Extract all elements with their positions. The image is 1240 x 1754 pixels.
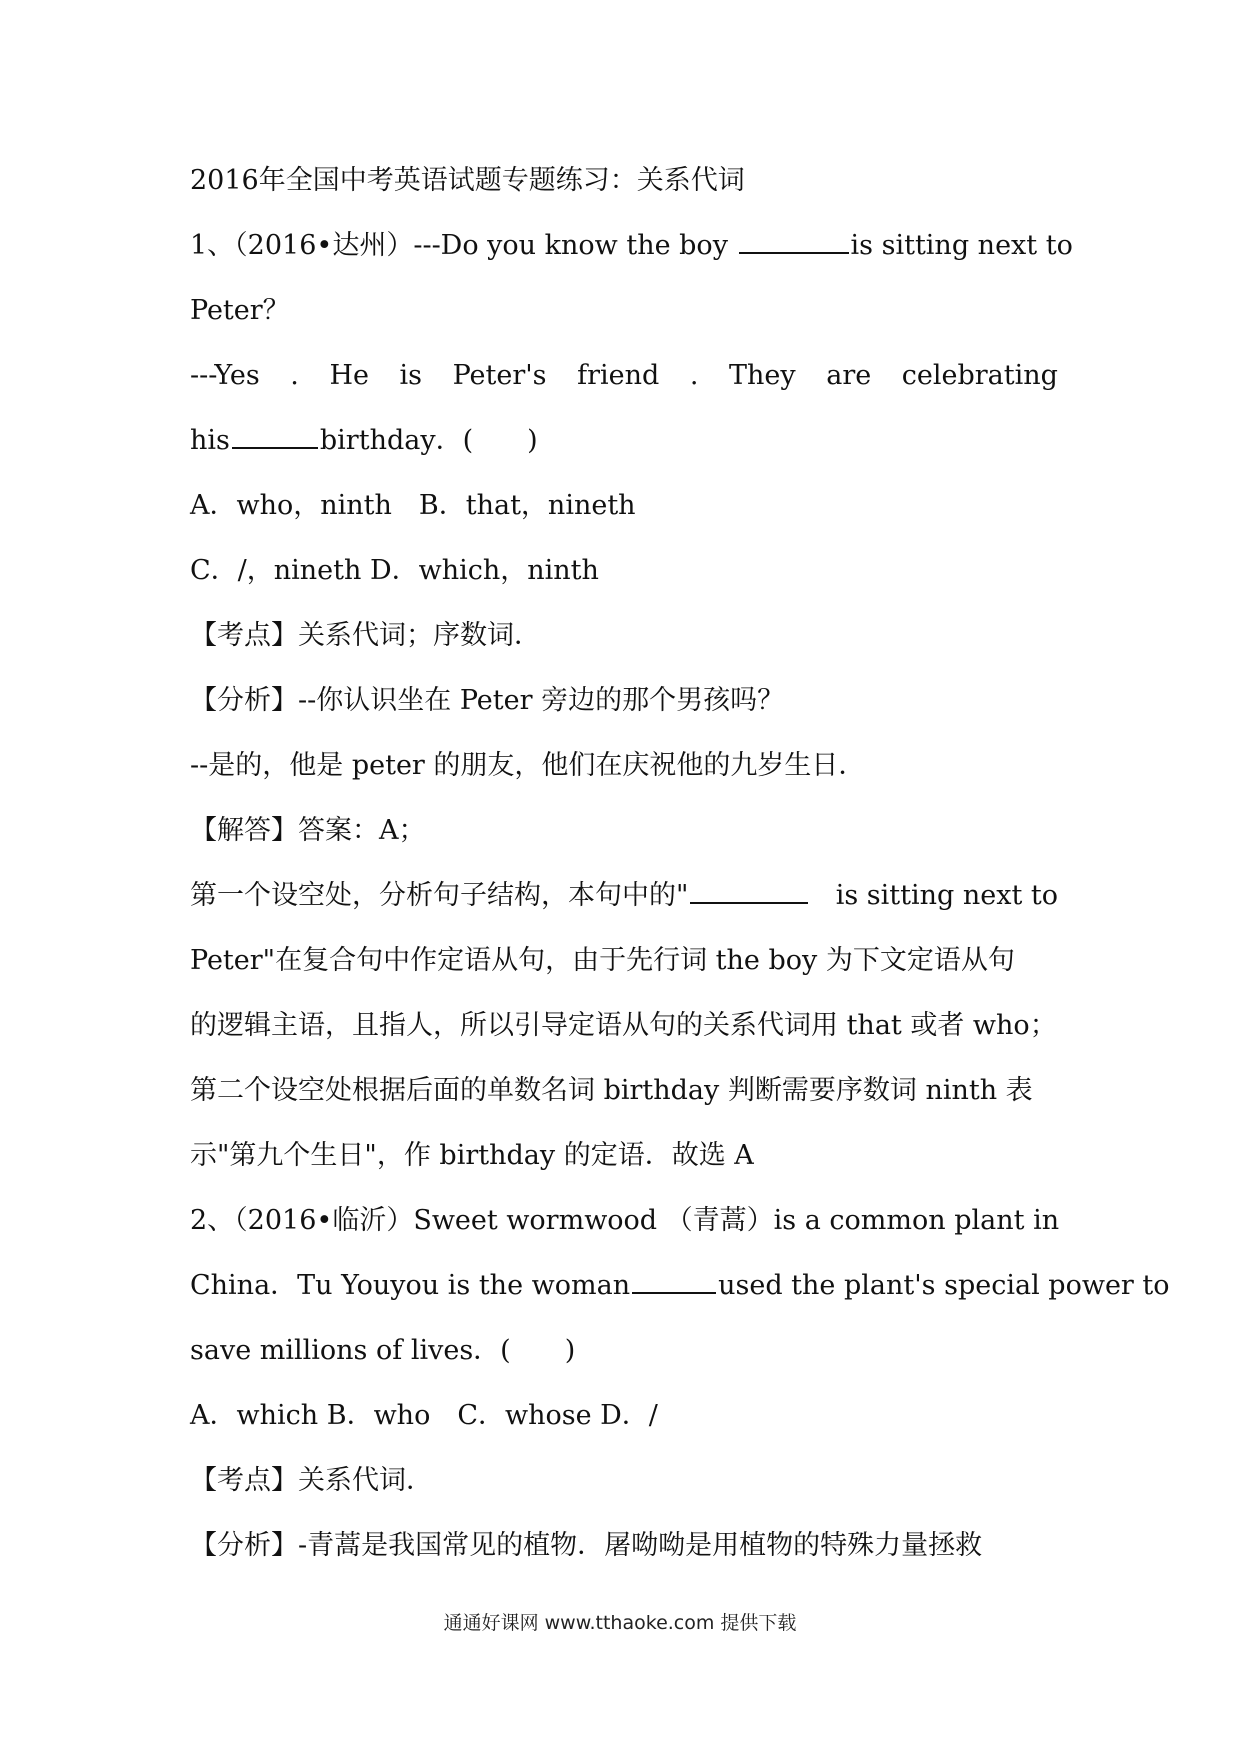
q1-line-2: Peter？: [190, 295, 290, 326]
q1-kaodian: 【考点】关系代词；序数词．: [190, 620, 541, 651]
q1-fenxi-2: --是的，他是 peter 的朋友，他们在庆祝他的九岁生日．: [190, 750, 866, 781]
q1-line-3-word: is: [399, 360, 423, 391]
q1-line-3-word: He: [329, 360, 369, 391]
answer-blank: [739, 222, 849, 254]
q1-options-ab: A．who，ninth B．that，nineth: [190, 490, 636, 521]
q2-kaodian: 【考点】关系代词．: [190, 1465, 433, 1496]
q2-line-1: 2、（2016•临沂）Sweet wormwood （青蒿）is a common plant in: [190, 1205, 1060, 1236]
q1-explanation-3: 的逻辑主语，且指人，所以引导定语从句的关系代词用 that 或者 who；: [190, 1010, 1057, 1041]
q1-jieda: 【解答】答案：A；: [190, 815, 426, 846]
q1-stem-start: 1、（2016•达州）---Do you know the boy: [190, 213, 851, 278]
q2-fenxi: 【分析】-青蒿是我国常见的植物．屠呦呦是用植物的特殊力量拯救: [190, 1530, 983, 1561]
q1-explanation-2: Peter"在复合句中作定语从句，由于先行词 the boy 为下文定语从句: [190, 945, 1015, 976]
q1-line-3-word: .: [689, 360, 699, 391]
q1-explanation-5: 示"第九个生日"，作 birthday 的定语．故选 A: [190, 1140, 754, 1171]
q2-line-3: save millions of lives．( ): [190, 1335, 576, 1366]
q1-line-3-word: friend: [577, 360, 660, 391]
q1-line-3-word: .: [290, 360, 299, 391]
document-title: 2016年全国中考英语试题专题练习：关系代词: [190, 165, 745, 196]
q1-line-3: [190, 343, 1058, 408]
q2-line-2: China．Tu Youyou is the woman used the plant's special power to: [190, 1253, 1058, 1318]
q1-explanation-1: 第一个设空处，分析句子结构，本句中的" is sitting next to: [190, 863, 1058, 928]
answer-blank: [690, 872, 808, 904]
q1-line-3-word: Peter's: [452, 360, 547, 391]
q1-stem-end: is sitting next to: [850, 230, 1073, 261]
q1-options-cd: C．/，nineth D．which，ninth: [190, 555, 599, 586]
document-body: [190, 148, 1170, 1578]
answer-blank: [632, 1262, 716, 1294]
q1-line-4: his birthday．( ): [190, 408, 1058, 473]
q1-line-3-word: are: [826, 360, 872, 391]
page-footer: 通通好课网 www.tthaoke.com 提供下载: [443, 1612, 797, 1634]
q1-line-3-word: ---Yes: [190, 360, 260, 391]
q1-explanation-4: 第二个设空处根据后面的单数名词 birthday 判断需要序数词 ninth 表: [190, 1075, 1033, 1106]
q1-line-1: [190, 213, 1073, 278]
q1-line-3-word: They: [729, 360, 796, 391]
q1-line-3-word: celebrating: [901, 360, 1058, 391]
q2-options: A．which B．who C．whose D．/: [190, 1400, 658, 1431]
q1-fenxi-1: 【分析】--你认识坐在 Peter 旁边的那个男孩吗？: [190, 685, 785, 716]
answer-blank: [232, 417, 318, 449]
